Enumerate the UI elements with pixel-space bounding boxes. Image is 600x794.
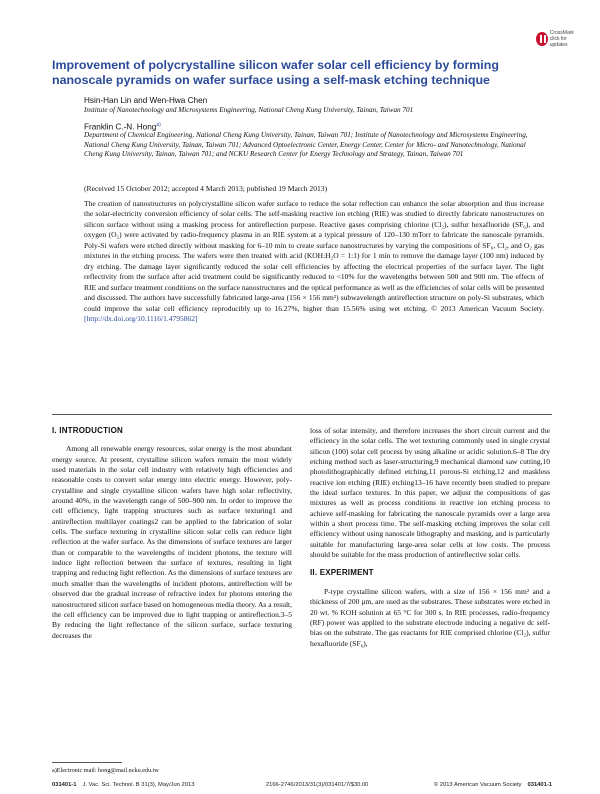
doi-link[interactable]: [http://dx.doi.org/10.1116/1.4795862] (84, 313, 198, 323)
footer-society: © 2013 American Vacuum Society (433, 782, 522, 788)
footer-issn: 2166-2746/2013/31(3)/031401/7/$30.00 (265, 782, 369, 788)
footnote-divider (52, 762, 122, 763)
footnote-email: a)Electronic mail: hong@mail.ncku.edu.tw (52, 767, 159, 774)
crossmark-sublabel: click for updates (549, 36, 568, 48)
section-heading-introduction: I. INTRODUCTION (52, 426, 123, 435)
experiment-paragraph: P-type crystalline silicon wafers, with a size of 156 × 156 mm² and a thickness of 200 μm, are used as the substrates. These substrates were etched in 20 wt. % KOH solution at 65 °C for 300 s. In RIE processes, radio-frequency (RF) power was applied to the substrate electrode inducing a negative dc self-bias on the substrate. The gas reactants for RIE comprised chlorine (Cl₂), sulfur hexafluoride (SF₆), (310, 586, 550, 648)
crossmark-label (550, 30, 580, 48)
section-heading-experiment: II. EXPERIMENT (310, 568, 374, 578)
crossmark-badge[interactable] (536, 30, 580, 48)
footer-journal: J. Vac. Sci. Technol. B 31(3), May/Jun 2013 (82, 782, 195, 788)
abstract-text: The creation of nanostructures on polycrystalline silicon wafer surface to reduce the solar reflection can enhance the solar absorption and thus increase the solar-electricity conversion efficiency of solar cells. The self-masking reactive ion etching (RIE) was studied to directly fabricate nanostructures on silicon surface without using a masking process for antireflection purpose. Reactive gases comprising chlorine (Cl₂), sulfur hexafluoride (SF₆), and oxygen (O₂) were activated by radio-frequency plasma in an RIE system at a typical pressure of 120–130 mTorr to fabricate the nanoscale pyramids. Poly-Si wafers were etched directly without masking for 6–10 min to create surface nanostructures by varying the compositions of SF₆, Cl₂, and O₂ gas mixtures in the etching process. The wafers were then treated with acid (KOH:H₂O = 1:1) for 1 min to remove the damage layer (100 nm) induced by dry etching. The damage layer significantly reduced the solar cell efficiencies by affecting the electrical properties of the surface layer. The light reflectivity from the surface after acid treatment could be significantly reduced to <10% for the wavelengths between 500 and 900 nm. The effects of RIE and surface treatment conditions on the surface nanostructures and the optical performance as well as the efficiencies of solar cells will be presented and discussed. The authors have successfully fabricated large-area (156 × 156 mm²) subwavelength antireflection structure on poly-Si substrates, which could improve the solar cell efficiency reproducibly up to 16.27%, higher than 15.56% using wet etching. © 2013 American Vacuum Society. (84, 199, 544, 313)
crossmark-icon (536, 32, 548, 46)
abstract-divider (52, 414, 552, 415)
author-footnote-mark[interactable]: a) (156, 122, 161, 128)
page-footer (52, 782, 552, 789)
right-column (310, 426, 550, 649)
footer-right (434, 782, 552, 789)
author-name: Franklin C.-N. Hong (84, 122, 157, 132)
footer-page-id-right: 031401-1 (527, 782, 552, 788)
crossmark-title: CrossMark (549, 30, 574, 36)
affiliation-primary: Institute of Nanotechnology and Microsystems Engineering, National Cheng Kung University, Tainan, Taiwan 701 (84, 106, 414, 114)
author-list-primary: Hsin-Han Lin and Wen-Hwa Chen (84, 96, 208, 105)
publication-dates: (Received 15 October 2012; accepted 4 March 2013; published 19 March 2013) (84, 184, 328, 193)
left-column (52, 426, 292, 641)
footer-page-id-left: 031401-1 (52, 782, 77, 788)
affiliation-secondary: Department of Chemical Engineering, National Cheng Kung University, Tainan, Taiwan 701; Institute of Nanotechnology and Microsystems Engineering, National Cheng Kung University, Tainan, Taiwan 701; Advanced Optoelectronic Center, Energy Center, Center for Micro- and Nanotechnology, National Cheng Kung University, Tainan, Taiwan 701; and NCKU Research Center for Energy Technology and Strategy, Tainan, Taiwan 701 (84, 131, 528, 159)
paper-title: Improvement of polycrystalline silicon wafer solar cell efficiency by forming nanoscale pyramids on wafer surface using a self-mask etching technique (52, 58, 499, 87)
introduction-continued: loss of solar intensity, and therefore increases the short circuit current and the efficiency in the solar cells. The wet texturing commonly used in single crystal silicon (100) solar cell process by using alkaline or acidic solution.6–8 The dry etching method such as laser-structuring,9 mechanical diamond saw cutting,10 photolithographically defined etching,11 porous-Si etching,12 and maskless reactive ion etching (RIE) etching13–16 have recently been studied to prepare the ideal surface textures. In this paper, we adjust the compositions of gas mixtures as well as process conditions in reactive ion etching process to achieve self-masking for fabricating the nanoscale pyramids over a large area within a short process time. The self-masking etching improves the solar cell efficiency without using nanoscale lithography and masking, and is particularly suitable for manufacturing large-area solar cells at low costs. The process should be suitable for the mass production of antireflective solar cells. (310, 426, 550, 560)
abstract (84, 199, 544, 324)
introduction-paragraph: Among all renewable energy resources, solar energy is the most abundant energy source. At present, crystalline silicon wafers remain the most widely used materials in the solar cell industry with relatively high efficiencies and reasonable costs to convert solar energy into electric energy. However, poly-crystalline and single crystalline silicon wafers have high solar reflectivity, around 40%, in the wavelength range of 500–900 nm. In order to improve the cell efficiency, light trapping structures such as surface texturing1 and antireflection multilayer coatings2 can be applied to the fabrication of solar cells. The surface texturing in crystalline silicon solar cells can reduce light reflection at the wafer surface. As the dimensions of surface textures are larger than or comparable to the wavelengths of incident photons, the texture will induce light reflection between the surface of textures, resulting in light trapping and reducing light reflection. As the dimensions of surface textures are much smaller than the wavelengths of incident photons, antireflection will be observed due the gradual increase of refractive index for photons entering the nanostructured silicon surface based on homogeneous media theory. As a result, the cell efficiency can be improved due to light trapping or antireflection.3–5 By reducing the light reflectance of the silicon surface, surface texturing decreases the (52, 444, 292, 640)
footer-left (52, 782, 200, 789)
